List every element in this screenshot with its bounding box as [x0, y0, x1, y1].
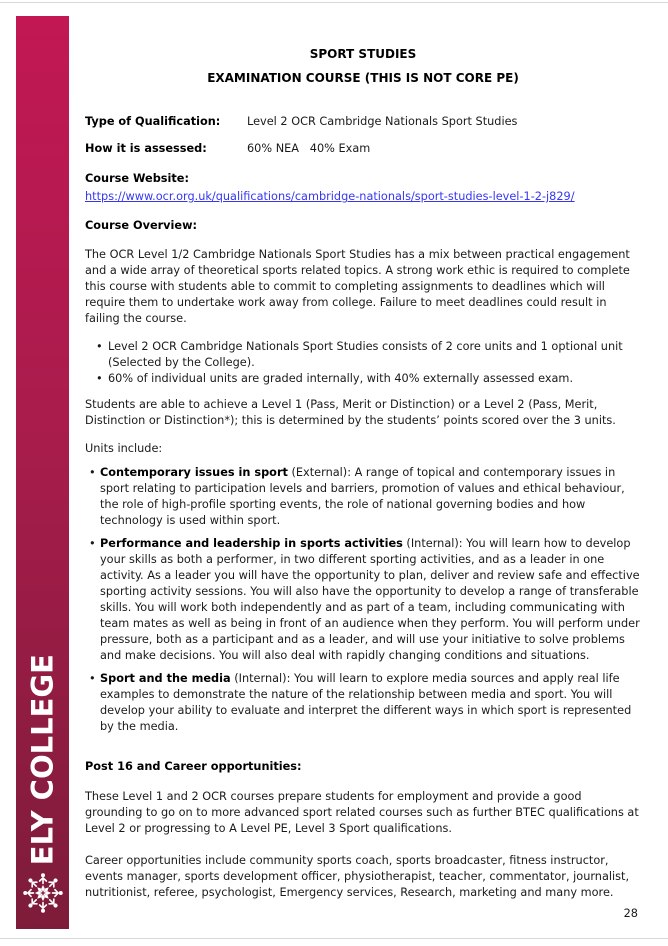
course-website-link[interactable]: https://www.ocr.org.uk/qualifications/cambridge-nationals/sport-studies-level-1-2-j829/: [85, 190, 575, 203]
unit-title: Contemporary issues in sport: [100, 466, 288, 479]
page-subtitle: EXAMINATION COURSE (THIS IS NOT CORE PE): [207, 71, 519, 85]
grading-paragraph: Students are able to achieve a Level 1 (Pass, Merit or Distinction) or a Level 2 (Pass, Merit, Distinction or Distinction*); this is determined by the students’ points scored over the 3 units.: [85, 398, 616, 427]
assessment-label: How it is assessed:: [85, 142, 207, 155]
college-sidebar: [16, 16, 69, 929]
unit-title: Sport and the media: [100, 672, 231, 685]
page-edge-bottom: [0, 938, 668, 939]
career-paragraph: Career opportunities include community sports coach, sports broadcaster, fitness instructor, events manager, sports development officer, physiotherapist, teacher, commentator, journalist, nutritionist, referee, psychologist, Emergency services, Research, marketing and many more.: [85, 854, 630, 899]
unit-title: Performance and leadership in sports activities: [100, 537, 403, 550]
page-number: 28: [623, 907, 638, 920]
qualification-value: Level 2 OCR Cambridge Nationals Sport Studies: [247, 115, 518, 128]
qualification-label: Type of Qualification:: [85, 115, 221, 128]
unit-item-sport-and-media: [89, 671, 641, 735]
unit-item-performance-leadership: [89, 536, 641, 664]
unit-body: (External): A range of topical and contemporary issues in sport relating to participation levels and barriers, promotion of values and ethical behaviour, the role of high-profile sporting events, the role of national governing bodies and how technology is used within sport.: [100, 466, 625, 527]
page-edge-top: [0, 2, 668, 3]
units-list: [85, 465, 641, 735]
unit-body: (Internal): You will learn how to develop your skills as both a performer, in two different sporting activities, and as a leader in one activity. As a leader you will have the opportunity to plan, deliver and review safe and effective sporting activity sessions. You will also have the opportunity to develop a range of transferable skills. You will work both independently and as part of a team, including communicating with team mates as well as being in front of an audience when they perform. You will perform under pressure, both as a participant and as a leader, and will use your initiative to solve problems and make decisions. You will also deal with rapidly changing conditions and situations.: [100, 537, 640, 662]
list-item: • 60% of individual units are graded internally, with 40% externally assessed exam.: [96, 371, 641, 387]
units-include-label: Units include:: [85, 442, 163, 455]
qualification-row: [85, 114, 641, 130]
course-website-line: [85, 189, 641, 205]
page-title: SPORT STUDIES: [309, 47, 417, 61]
course-overview-paragraph: The OCR Level 1/2 Cambridge Nationals Sport Studies has a mix between practical engagement and a wide array of theoretical sports related topics. A strong work ethic is required to complete this course with students able to commit to completing assignments to deadlines which will require them to undertake work away from college. Failure to meet deadlines could result in failing the course.: [85, 248, 630, 325]
overview-bullet-list: [85, 339, 641, 387]
post16-label: Post 16 and Career opportunities:: [85, 760, 302, 773]
assessment-value: 60% NEA 40% Exam: [247, 142, 371, 155]
list-item: • Level 2 OCR Cambridge Nationals Sport Studies consists of 2 core units and 1 optional unit (Selected by the College).: [96, 339, 641, 371]
document-content: [85, 46, 641, 901]
assessment-row: [85, 141, 641, 157]
post16-paragraph: These Level 1 and 2 OCR courses prepare students for employment and provide a good grounding to go on to more advanced sport related courses such as further BTEC qualifications at Level 2 or progressing to A Level PE, Level 3 Sport qualifications.: [85, 790, 639, 835]
college-name: ELY COLLEGE: [25, 653, 59, 865]
unit-item-contemporary-issues: [89, 465, 641, 529]
course-website-label: Course Website:: [85, 172, 189, 185]
college-logo-icon: [20, 870, 66, 921]
unit-body: (Internal): You will learn to explore media sources and apply real life examples to demonstrate the nature of the relationship between media and sport. You will develop your ability to evaluate and interpret the different ways in which sport is represented by the media.: [100, 672, 632, 733]
course-overview-label: Course Overview:: [85, 219, 198, 232]
